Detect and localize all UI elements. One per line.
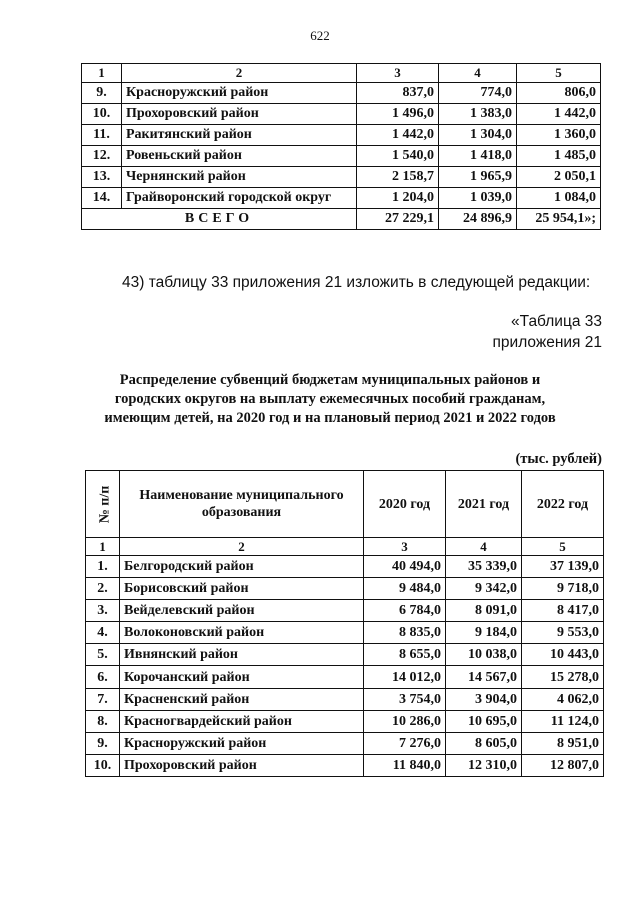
table-row [82, 188, 601, 209]
district-name: Вейделевский район [120, 600, 364, 622]
value-2021: 1 383,0 [439, 104, 517, 125]
row-number: 3. [86, 600, 120, 622]
row-number: 10. [86, 755, 120, 777]
table-reference-line: приложения 21 [492, 334, 602, 351]
column-header-name: Наименование муниципального образования [120, 471, 364, 538]
value-2020: 8 835,0 [364, 622, 446, 644]
value-2021: 1 418,0 [439, 146, 517, 167]
district-name: Ровеньский район [122, 146, 357, 167]
value-2022: 1 485,0 [517, 146, 601, 167]
column-index: 1 [82, 64, 122, 83]
value-2022: 1 084,0 [517, 188, 601, 209]
table-row [86, 689, 604, 711]
district-name: Красноружский район [120, 733, 364, 755]
value-2022: 9 718,0 [522, 578, 604, 600]
value-2021: 14 567,0 [446, 666, 522, 689]
district-name: Волоконовский район [120, 622, 364, 644]
value-2020: 9 484,0 [364, 578, 446, 600]
column-header-2020: 2020 год [364, 471, 446, 538]
table-row [86, 755, 604, 777]
district-name: Корочанский район [120, 666, 364, 689]
row-number: 8. [86, 711, 120, 733]
row-number: 5. [86, 644, 120, 666]
table-row [86, 733, 604, 755]
district-name: Ракитянский район [122, 125, 357, 146]
district-name: Красногвардейский район [120, 711, 364, 733]
table-header-row [86, 471, 604, 538]
row-number: 13. [82, 167, 122, 188]
value-2021: 10 695,0 [446, 711, 522, 733]
value-2020: 3 754,0 [364, 689, 446, 711]
table-row [82, 125, 601, 146]
district-name: Борисовский район [120, 578, 364, 600]
value-2020: 837,0 [357, 83, 439, 104]
value-2021: 1 965,9 [439, 167, 517, 188]
district-name: Прохоровский район [120, 755, 364, 777]
column-header-number [86, 471, 120, 538]
value-2022: 806,0 [517, 83, 601, 104]
value-2020: 1 496,0 [357, 104, 439, 125]
value-2021: 12 310,0 [446, 755, 522, 777]
table-row [82, 83, 601, 104]
column-header-2022: 2022 год [522, 471, 604, 538]
district-name: Грайворонский городской округ [122, 188, 357, 209]
table-row [86, 644, 604, 666]
total-label: ВСЕГО [82, 209, 357, 230]
value-2022: 2 050,1 [517, 167, 601, 188]
table-row [86, 556, 604, 578]
page-number: 622 [310, 28, 330, 43]
total-row [82, 209, 601, 230]
row-number: 2. [86, 578, 120, 600]
column-header-2021: 2021 год [446, 471, 522, 538]
column-index: 4 [439, 64, 517, 83]
value-2020: 2 158,7 [357, 167, 439, 188]
table-reference [493, 311, 602, 353]
column-index: 4 [446, 538, 522, 556]
value-2021: 1 039,0 [439, 188, 517, 209]
table-row [86, 711, 604, 733]
column-index: 3 [364, 538, 446, 556]
row-number: 12. [82, 146, 122, 167]
row-number: 4. [86, 622, 120, 644]
table-row [86, 622, 604, 644]
value-2021: 9 342,0 [446, 578, 522, 600]
value-2021: 9 184,0 [446, 622, 522, 644]
row-number: 14. [82, 188, 122, 209]
total-2021: 24 896,9 [439, 209, 517, 230]
value-2021: 8 605,0 [446, 733, 522, 755]
total-2020: 27 229,1 [357, 209, 439, 230]
column-index: 2 [122, 64, 357, 83]
value-2022: 37 139,0 [522, 556, 604, 578]
value-2021: 3 904,0 [446, 689, 522, 711]
value-2020: 1 204,0 [357, 188, 439, 209]
value-2020: 40 494,0 [364, 556, 446, 578]
table-row [82, 146, 601, 167]
row-number: 1. [86, 556, 120, 578]
row-number: 7. [86, 689, 120, 711]
value-2022: 10 443,0 [522, 644, 604, 666]
heading-line: городских округов на выплату ежемесячных пособий гражданам, [114, 391, 546, 407]
value-2022: 11 124,0 [522, 711, 604, 733]
value-2021: 774,0 [439, 83, 517, 104]
column-index-row [86, 538, 604, 556]
value-2020: 7 276,0 [364, 733, 446, 755]
table-header-row [82, 64, 601, 83]
column-index: 3 [357, 64, 439, 83]
district-name: Белгородский район [120, 556, 364, 578]
district-name: Прохоровский район [122, 104, 357, 125]
total-2022: 25 954,1»; [517, 209, 601, 230]
column-index: 5 [522, 538, 604, 556]
table-row [86, 600, 604, 622]
value-2020: 14 012,0 [364, 666, 446, 689]
column-header-number-text: № п/п [97, 485, 113, 523]
row-number: 9. [82, 83, 122, 104]
value-2020: 1 540,0 [357, 146, 439, 167]
value-2020: 11 840,0 [364, 755, 446, 777]
table-row [82, 167, 601, 188]
value-2020: 1 442,0 [357, 125, 439, 146]
table-row [86, 666, 604, 689]
row-number: 6. [86, 666, 120, 689]
district-name: Ивнянский район [120, 644, 364, 666]
heading-line: Распределение субвенций бюджетам муниципальных районов и [119, 372, 541, 388]
column-index: 1 [86, 538, 120, 556]
value-2021: 1 304,0 [439, 125, 517, 146]
units-label: (тыс. рублей) [515, 451, 602, 467]
value-2021: 35 339,0 [446, 556, 522, 578]
row-number: 9. [86, 733, 120, 755]
value-2022: 12 807,0 [522, 755, 604, 777]
value-2020: 10 286,0 [364, 711, 446, 733]
table-reference-line: «Таблица 33 [511, 313, 602, 330]
value-2021: 8 091,0 [446, 600, 522, 622]
value-2022: 8 417,0 [522, 600, 604, 622]
heading-line: имеющим детей, на 2020 год и на плановый период 2021 и 2022 годов [104, 410, 556, 426]
row-number: 11. [82, 125, 122, 146]
value-2022: 8 951,0 [522, 733, 604, 755]
subvention-table [85, 470, 604, 777]
table-row [82, 104, 601, 125]
value-2020: 6 784,0 [364, 600, 446, 622]
district-name: Чернянский район [122, 167, 357, 188]
amendment-text: 43) таблицу 33 приложения 21 изложить в следующей редакции: [122, 274, 591, 291]
column-index: 2 [120, 538, 364, 556]
value-2020: 8 655,0 [364, 644, 446, 666]
value-2022: 1 360,0 [517, 125, 601, 146]
column-index: 5 [517, 64, 601, 83]
value-2022: 4 062,0 [522, 689, 604, 711]
row-number: 10. [82, 104, 122, 125]
table-heading [90, 371, 570, 428]
value-2022: 1 442,0 [517, 104, 601, 125]
district-name: Красноружский район [122, 83, 357, 104]
value-2022: 15 278,0 [522, 666, 604, 689]
table-continued [81, 63, 601, 230]
value-2022: 9 553,0 [522, 622, 604, 644]
table-row [86, 578, 604, 600]
value-2021: 10 038,0 [446, 644, 522, 666]
district-name: Красненский район [120, 689, 364, 711]
